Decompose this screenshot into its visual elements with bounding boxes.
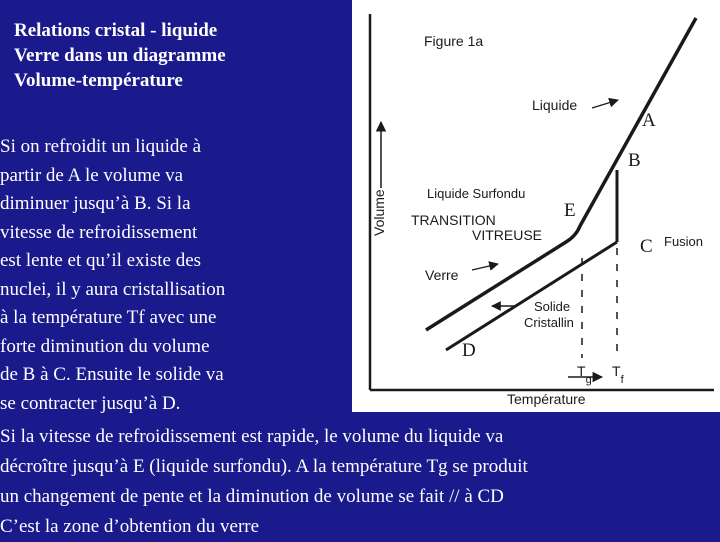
paragraph-1-line: Si on refroidit un liquide à (0, 136, 202, 157)
paragraph-1-line: vitesse de refroidissement (0, 221, 198, 243)
vitreuse-label: VITREUSE (472, 227, 543, 243)
explanation-paragraph-1 (0, 133, 225, 418)
temperature-axis-label: Température (507, 391, 586, 407)
paragraph-2-line: décroître jusqu’à E (liquide surfondu). A la température Tg se produit (0, 456, 528, 477)
liquide-surfondu-label: Liquide Surfondu (427, 186, 526, 201)
verre-label: Verre (425, 267, 459, 283)
tf-label: $T_f$ (612, 363, 624, 386)
paragraph-1-line: à la température Tf avec une (0, 307, 217, 328)
point-c: C (640, 236, 653, 257)
solide-label: Solide (534, 299, 571, 314)
liquid-glass-curve (426, 18, 696, 330)
fusion-label: Fusion (664, 234, 704, 249)
transition-label: TRANSITION (411, 212, 496, 228)
liquide-arrow (592, 100, 618, 108)
volume-axis-label: Volume (371, 189, 387, 236)
paragraph-2-line: C’est la zone d’obtention du verre (0, 516, 260, 537)
slide-title (14, 18, 226, 93)
point-b: B (628, 150, 641, 171)
paragraph-1-line: est lente et qu’il existe des (0, 250, 202, 271)
paragraph-2-line: Si la vitesse de refroidissement est rapide, le volume du liquide va (0, 426, 504, 447)
paragraph-1-line: nuclei, il y aura cristallisation (0, 278, 226, 300)
point-d: D (462, 340, 476, 361)
title-line-3: Volume-température (14, 70, 183, 91)
volume-temperature-figure (352, 0, 720, 412)
tg-label: $T_g$ (577, 363, 592, 386)
paragraph-1-line: de B à C. Ensuite le solide va (0, 364, 224, 385)
point-e: E (564, 200, 576, 221)
figure-caption: Figure 1a (424, 33, 484, 49)
paragraph-1-line: se contracter jusqu’à D. (0, 392, 181, 414)
diagram-svg (352, 0, 720, 412)
liquide-label: Liquide (532, 97, 578, 113)
point-a: A (642, 110, 656, 131)
paragraph-1-line: forte diminution du volume (0, 335, 210, 357)
paragraph-1-line: partir de A le volume va (0, 164, 184, 186)
verre-arrow (472, 264, 498, 270)
cristallin-label: Cristallin (524, 315, 574, 330)
title-line-1: Relations cristal - liquide (14, 20, 218, 41)
explanation-paragraph-2 (0, 422, 528, 542)
title-line-2: Verre dans un diagramme (14, 45, 226, 66)
paragraph-1-line: diminuer jusqu’à B. Si la (0, 193, 191, 214)
paragraph-2-line: un changement de pente et la diminution de volume se fait // à CD (0, 486, 504, 507)
crystalline-solid-line (446, 242, 617, 350)
